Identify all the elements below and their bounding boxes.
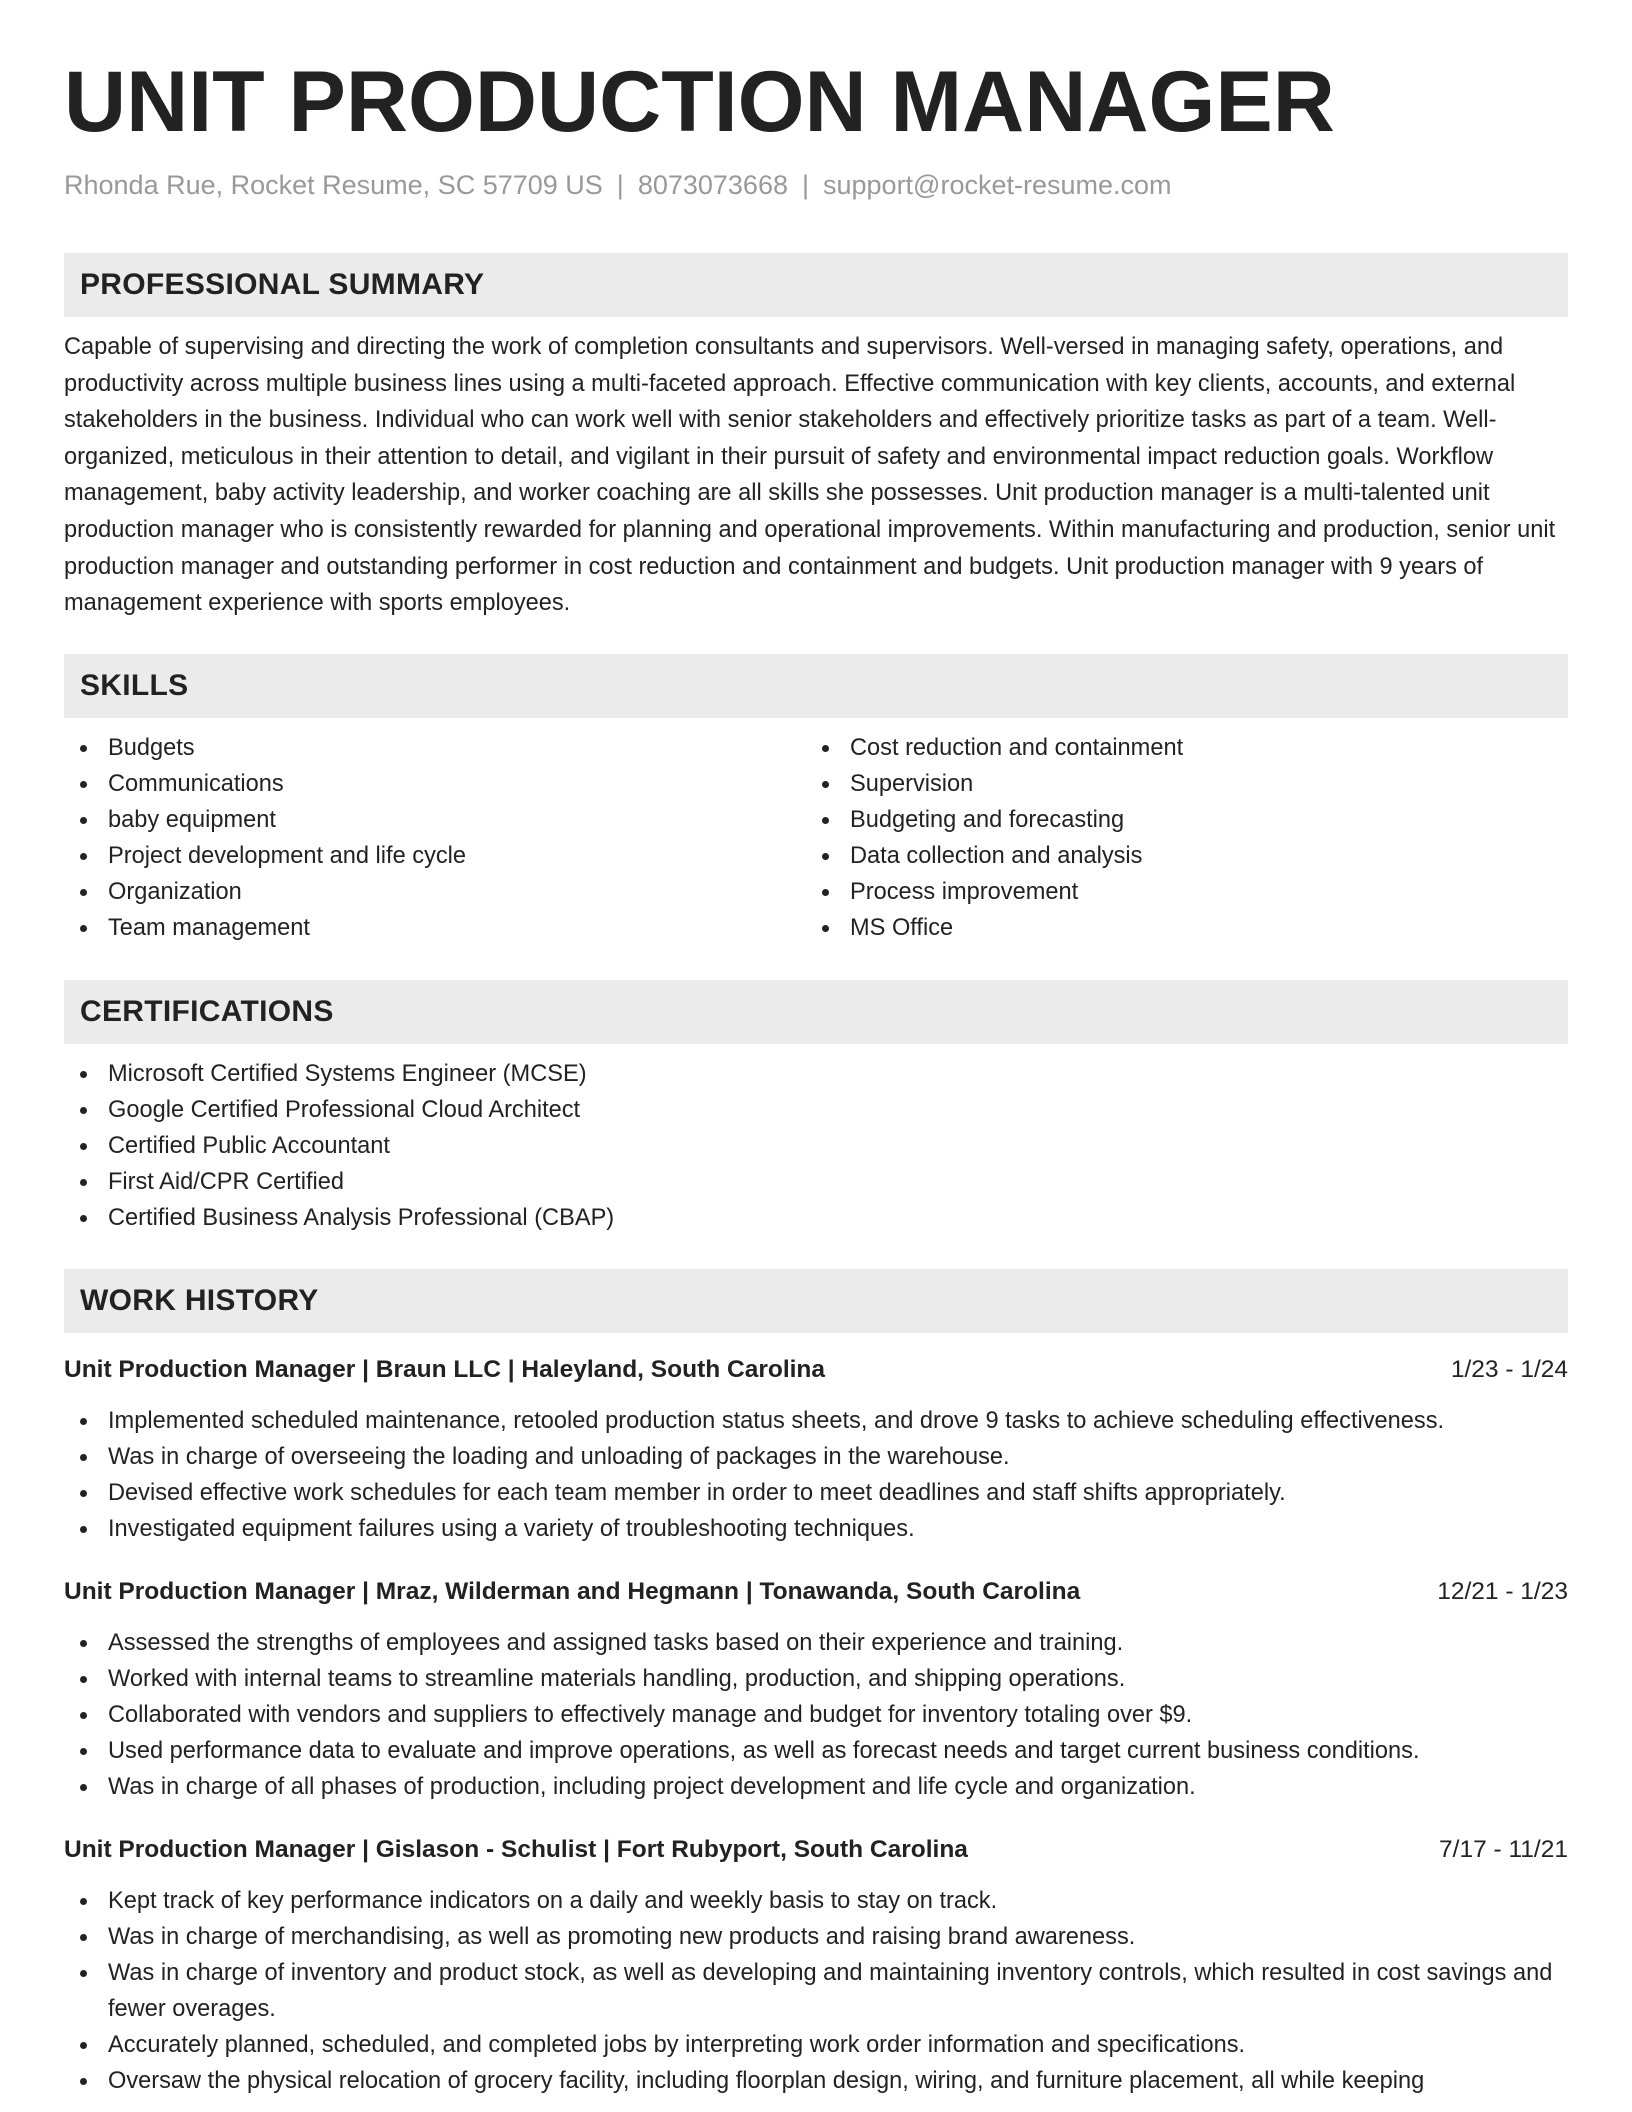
skill-item: Cost reduction and containment [806,730,1548,766]
job-header [64,1833,1568,1867]
job-bullet: Was in charge of overseeing the loading and unloading of packages in the warehouse. [64,1439,1568,1475]
skill-item: Communications [64,766,806,802]
skill-item: Budgets [64,730,806,766]
job-bullets [64,1883,1568,2099]
certification-item: Google Certified Professional Cloud Architect [64,1092,1568,1128]
skills-right-list [806,730,1548,946]
job-bullet: Kept track of key performance indicators on a daily and weekly basis to stay on track. [64,1883,1568,1919]
job-bullets [64,1403,1568,1547]
work-history-heading: WORK HISTORY [64,1269,1568,1333]
job-bullet: Was in charge of merchandising, as well as promoting new products and raising brand awareness. [64,1919,1568,1955]
job-bullets [64,1625,1568,1805]
certification-item: Certified Public Accountant [64,1128,1568,1164]
job-bullet: Assessed the strengths of employees and assigned tasks based on their experience and training. [64,1625,1568,1661]
job-dates: 12/21 - 1/23 [1437,1577,1568,1605]
skills-grid [64,730,1568,946]
job-entry [64,1833,1568,2099]
job-bullet: Implemented scheduled maintenance, retooled production status sheets, and drove 9 tasks to achieve scheduling effectiveness. [64,1403,1568,1439]
job-title: Unit Production Manager | Braun LLC | Haleyland, South Carolina [64,1355,826,1383]
contact-phone: 8073073668 [637,170,788,200]
job-bullet: Investigated equipment failures using a variety of troubleshooting techniques. [64,1511,1568,1547]
job-entry [64,1353,1568,1547]
skill-item: Supervision [806,766,1548,802]
contact-separator: | [801,170,809,200]
summary-heading: PROFESSIONAL SUMMARY [64,253,1568,317]
job-bullet: Devised effective work schedules for each team member in order to meet deadlines and staff shifts appropriately. [64,1475,1568,1511]
summary-text: Capable of supervising and directing the work of completion consultants and supervisors. Well-versed in managing safety, operations, and productivity across multiple business lines using a multi-faceted approach. Effective communication with key clients, accounts, and external stakeholders in the business. Individual who can work well with senior stakeholders and effectively prioritize tasks as part of a team. Well-organized, meticulous in their attention to detail, and vigilant in their pursuit of safety and environmental impact reduction goals. Workflow management, baby activity leadership, and worker coaching are all skills she possesses. Unit production manager is a multi-talented unit production manager who is consistently rewarded for planning and operational improvements. Within manufacturing and production, senior unit production manager and outstanding performer in cost reduction and containment and budgets. Unit production manager with 9 years of management experience with sports employees. [64,334,1556,617]
job-header [64,1353,1568,1387]
job-title: Unit Production Manager | Mraz, Wilderman and Hegmann | Tonawanda, South Carolina [64,1577,1081,1605]
page-title: UNIT PRODUCTION MANAGER [64,54,1335,150]
skills-left-list [64,730,806,946]
job-entry [64,1575,1568,1805]
job-bullet: Worked with internal teams to streamline materials handling, production, and shipping operations. [64,1661,1568,1697]
skill-item: Budgeting and forecasting [806,802,1548,838]
contact-email: support@rocket-resume.com [823,170,1172,200]
job-title: Unit Production Manager | Gislason - Schulist | Fort Rubyport, South Carolina [64,1835,968,1863]
skill-item: Data collection and analysis [806,838,1548,874]
skill-item: Organization [64,874,806,910]
skill-item: Team management [64,910,806,946]
skill-item: Process improvement [806,874,1548,910]
job-dates: 1/23 - 1/24 [1450,1355,1568,1383]
skill-item: baby equipment [64,802,806,838]
job-header [64,1575,1568,1609]
contact-address: Rhonda Rue, Rocket Resume, SC 57709 US [64,170,603,200]
certifications-heading: CERTIFICATIONS [64,980,1568,1044]
skill-item: MS Office [806,910,1548,946]
certification-item: Microsoft Certified Systems Engineer (MCSE) [64,1056,1568,1092]
job-bullet: Collaborated with vendors and suppliers to effectively manage and budget for inventory totaling over $9. [64,1697,1568,1733]
certification-item: Certified Business Analysis Professional (CBAP) [64,1200,1568,1236]
job-dates: 7/17 - 11/21 [1439,1835,1568,1863]
skills-heading: SKILLS [64,654,1568,718]
certifications-list [64,1056,1568,1236]
job-bullet: Used performance data to evaluate and improve operations, as well as forecast needs and target current business conditions. [64,1733,1568,1769]
job-bullet: Was in charge of inventory and product stock, as well as developing and maintaining inventory controls, which resulted in cost savings and fewer overages. [64,1955,1568,2027]
certification-item: First Aid/CPR Certified [64,1164,1568,1200]
skill-item: Project development and life cycle [64,838,806,874]
contact-separator: | [616,170,624,200]
job-bullet: Accurately planned, scheduled, and completed jobs by interpreting work order information and specifications. [64,2027,1568,2063]
job-bullet: Oversaw the physical relocation of grocery facility, including floorplan design, wiring, and furniture placement, all while keeping [64,2063,1568,2099]
job-bullet: Was in charge of all phases of production, including project development and life cycle and organization. [64,1769,1568,1805]
contact-line [64,168,1568,202]
